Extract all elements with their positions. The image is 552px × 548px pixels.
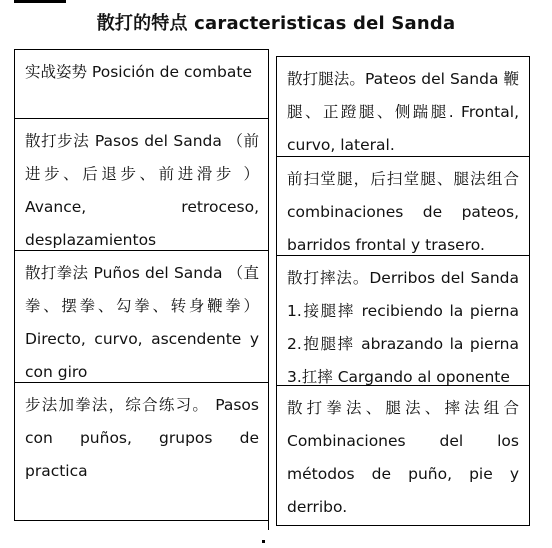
right-column (276, 56, 530, 526)
left-column (14, 49, 269, 521)
table-cell-kicks: 散打腿法。Pateos del Sanda 鞭腿、正蹬腿、侧踹腿. Frontal, curvo, lateral. (287, 70, 519, 154)
top-edge-mark (14, 0, 66, 3)
table-cell-combined-practice: 步法加拳法，综合练习。 Pasos con puños, grupos de practica (15, 382, 269, 520)
table-cell-footwork: 散打步法 Pasos del Sanda （前进步、后退步、前进滑步 ） Avance, retroceso, desplazamientos (15, 118, 269, 250)
table-cell-sweeps: 前扫堂腿，后扫堂腿、腿法组合 combinaciones de pateos, barridos frontal y trasero. (277, 156, 529, 255)
scan-dot (262, 540, 265, 543)
table-cell-takedowns: 散打摔法。Derribos del Sanda 1.接腿摔 recibiendo la pierna 2.抱腿摔 abrazando la pierna 3.扛摔 Cargando al oponente (277, 255, 529, 385)
column-divider (268, 49, 269, 530)
page-title: 散打的特点 caracteristicas del Sanda (96, 13, 456, 34)
table-cell-punches: 散打拳法 Puños del Sanda （直拳、摆拳、勾拳、转身鞭拳）Directo, curvo, ascendente y con giro (15, 250, 269, 382)
table-cell-combat-stance: 实战姿势 Posición de combate (25, 63, 253, 81)
table-cell-combinations: 散打拳法、腿法、摔法组合 Combinaciones del los métodos de puño, pie y derribo. (277, 385, 529, 525)
